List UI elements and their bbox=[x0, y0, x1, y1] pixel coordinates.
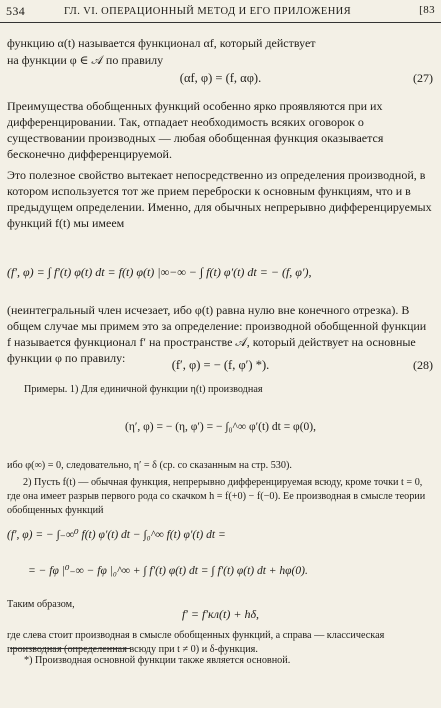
header-rule bbox=[0, 22, 441, 23]
page-marker: [83 bbox=[419, 4, 435, 16]
line-2: на функции φ ∈ 𝒜 по правилу bbox=[7, 53, 164, 67]
equation-eta: (η′, φ) = − (η, φ′) = − ∫₀^∞ φ′(t) dt = φ(0), bbox=[125, 421, 316, 433]
paragraph-derivative-def: Это полезное свойство вытекает непосредственно из определения производной, в котором используется тот же прием переброски к основным функциям, что и в предыдущем определении. Именно, для обычных непрерывно дифференцируемых функций f(t) мы имеем bbox=[7, 168, 432, 230]
footnote: *) Производная основной функции также является основной. bbox=[24, 655, 291, 666]
running-header bbox=[6, 4, 435, 22]
equation-jump-1: (f′, φ) = − ∫₋∞⁰ f(t) φ′(t) dt − ∫₀^∞ f(t) φ′(t) dt = bbox=[7, 529, 226, 541]
closing-sentence: где слева стоит производная в смысле обобщенных функций, а справа — классическая производная (определенная всюду при t ≠ 0) и δ-функция. bbox=[7, 630, 385, 655]
examples-intro: Примеры. 1) Для единичной функции η(t) производная bbox=[24, 384, 263, 395]
page-number: 534 bbox=[6, 4, 26, 18]
equation-28-number: (28) bbox=[413, 358, 433, 372]
line-1: функцию α(t) называется функционал αf, который действует bbox=[7, 36, 316, 50]
paragraph-general-case: (неинтегральный член исчезает, ибо φ(t) равна нулю вне конечного отрезка). В общем случае мы примем это за определение: производной обобщенной функции f называется функционал f′ на пространстве 𝒜, который действует на основные функции φ по правилу: bbox=[7, 303, 427, 365]
paragraph-advantages: Преимущества обобщенных функций особенно ярко проявляются при их дифференцировании. Так, отпадает необходимость всяких оговорок о существовании производных — любая обобщенная функция оказывается бесконечно дифференцируемой. bbox=[7, 99, 384, 161]
equation-28: (f′, φ) = − (f, φ′) *). bbox=[171, 358, 270, 372]
thus-label: Таким образом, bbox=[7, 599, 75, 610]
equation-27-number: (27) bbox=[413, 71, 433, 85]
equation-27: (αf, φ) = (f, αφ). bbox=[179, 71, 262, 85]
footnote-rule bbox=[10, 648, 130, 649]
example-2-text: 2) Пусть f(t) — обычная функция, непрерывно дифференцируемая всюду, кроме точки t = 0, где она имеет разрыв первого рода со скачком h = f(+0) − f(−0). Ее производная в смысле теории обобщенных функций bbox=[7, 477, 426, 516]
equation-jump-2: = − fφ |⁰₋∞ − fφ |₀^∞ + ∫ f′(t) φ(t) dt = ∫ f′(t) φ(t) dt + hφ(0). bbox=[28, 565, 308, 577]
equation-result: f′ = f′кл(t) + hδ, bbox=[181, 607, 260, 621]
example-1-conclusion: ибо φ(∞) = 0, следовательно, η′ = δ (ср. со сказанным на стр. 530). bbox=[7, 460, 292, 471]
chapter-title: ГЛ. VI. ОПЕРАЦИОННЫЙ МЕТОД И ЕГО ПРИЛОЖЕНИЯ bbox=[64, 6, 352, 17]
equation-derivative: (f′, φ) = ∫ f′(t) φ(t) dt = f(t) φ(t) |∞−∞ − ∫ f(t) φ′(t) dt = − (f, φ′), bbox=[7, 265, 312, 279]
